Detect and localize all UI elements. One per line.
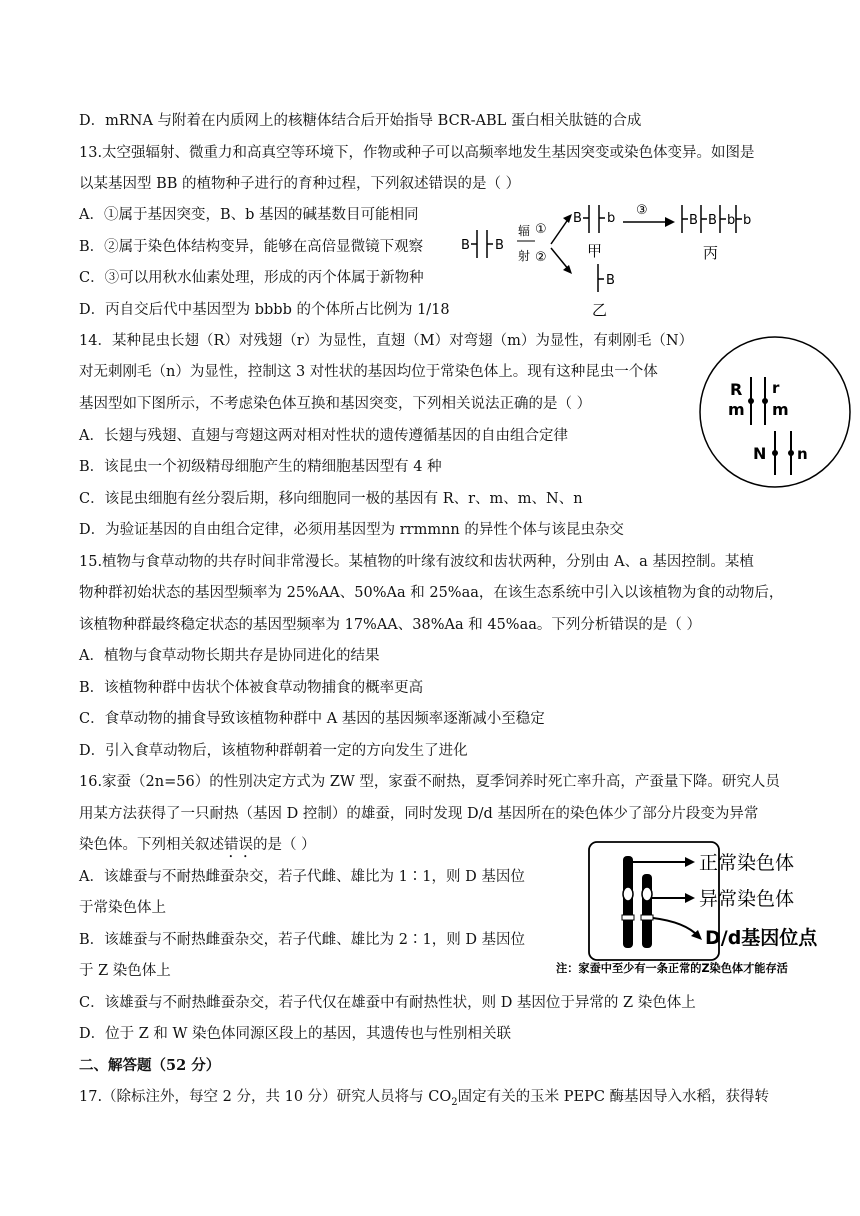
- q16-stem-line3: 染色体。下列相关叙述错误的是（ ）: [79, 837, 316, 853]
- label-gene-locus: D/d基因位点: [705, 927, 818, 949]
- q15-option-c: C．食草动物的捕食导致该植物种群中 A 基因的基因频率逐渐减小至稳定: [79, 711, 545, 727]
- label-normal-chromosome: 正常染色体: [699, 852, 795, 874]
- q15-stem-line2: 物种群初始状态的基因型频率为 25%AA、50%Aa 和 25%aa，在该生态系统中引入以该植物为食的动物后，: [79, 585, 784, 601]
- q14-option-b: B．该昆虫一个初级精母细胞产生的精细胞基因型有 4 种: [79, 459, 442, 475]
- arrow-label-radiation-2: 射: [518, 249, 531, 263]
- q16-option-a-line2: 于常染色体上: [79, 900, 166, 916]
- q15-stem-line3: 该植物种群最终稳定状态的基因型频率为 17%AA、38%Aa 和 45%aa。下列分析错误的是（ ）: [79, 617, 701, 633]
- jia-gene-left: B: [573, 211, 582, 226]
- emphasis-wrong: 错误: [224, 837, 253, 853]
- label-abnormal-chromosome: 异常染色体: [699, 888, 795, 910]
- step3-marker: ③: [636, 203, 648, 218]
- q16-stem-line1: 16.家蚕（2n=56）的性别决定方式为 ZW 型，家蚕不耐热，夏季饲养时死亡率升高，产蚕量下降。研究人员: [79, 774, 780, 790]
- bing-gene-4: b: [743, 213, 752, 228]
- q16-option-b-line2: 于 Z 染色体上: [79, 963, 171, 979]
- yi-label: 乙: [592, 301, 608, 319]
- yi-gene: B: [606, 273, 615, 288]
- q15-stem-line1: 15.植物与食草动物的共存时间非常漫长。某植物的叶缘有波纹和齿状两种，分别由 A、a 基因控制。某植: [79, 554, 754, 570]
- jia-label: 甲: [587, 242, 603, 260]
- q14-stem-line1: 14．某种昆虫长翅（R）对残翅（r）为显性，直翅（M）对弯翅（m）为显性，有刺刚毛（N）: [79, 333, 694, 349]
- q13-option-b: B．②属于染色体结构变异，能够在高倍显微镜下观察: [79, 239, 424, 255]
- bing-label: 丙: [703, 244, 719, 262]
- q16-option-b-line1: B．该雄蚕与不耐热雌蚕杂交，若子代雌、雄比为 2∶1，则 D 基因位: [79, 932, 526, 948]
- q16-chromosome-diagram: [555, 840, 857, 980]
- start-gene-left: B: [461, 238, 470, 253]
- start-gene-right: B: [495, 238, 504, 253]
- gene-m-right: m: [772, 400, 789, 419]
- q16-option-c: C．该雄蚕与不耐热雌蚕杂交，若子代仅在雄蚕中有耐热性状，则 D 基因位于异常的 Z 染色体上: [79, 995, 696, 1011]
- gene-R: R: [730, 380, 743, 399]
- q13-option-a: A．①属于基因突变，B、b 基因的碱基数目可能相同: [79, 207, 419, 223]
- step1-marker: ①: [535, 222, 547, 237]
- gene-n: n: [797, 445, 808, 463]
- q13-option-c: C．③可以用秋水仙素处理，形成的丙个体属于新物种: [79, 270, 424, 286]
- gene-r: r: [772, 379, 780, 397]
- q13-breeding-diagram: [455, 200, 775, 320]
- q15-option-b: B．该植物种群中齿状个体被食草动物捕食的概率更高: [79, 680, 424, 696]
- section-title: 二、解答题（52 分）: [79, 1057, 221, 1074]
- jia-gene-right: b: [607, 211, 616, 226]
- step2-marker: ②: [535, 250, 547, 265]
- gene-N: N: [753, 444, 767, 463]
- q14-stem-line2: 对无刺刚毛（n）为显性，控制这 3 对性状的基因均位于常染色体上。现有这种昆虫一个体: [79, 364, 658, 380]
- q13-stem-line1: 13.太空强辐射、微重力和高真空等环境下，作物或种子可以高频率地发生基因突变或染色体变异。如图是: [79, 145, 755, 161]
- q16-option-d: D．位于 Z 和 W 染色体同源区段上的基因，其遗传也与性别相关联: [79, 1026, 512, 1042]
- q14-stem-line3: 基因型如下图所示，不考虑染色体互换和基因突变，下列相关说法正确的是（ ）: [79, 396, 592, 412]
- q13-stem-line2: 以某基因型 BB 的植物种子进行的育种过程，下列叙述错误的是（ ）: [79, 176, 521, 192]
- q14-option-d: D．为验证基因的自由组合定律，必须用基因型为 rrmmnn 的异性个体与该昆虫杂交: [79, 522, 624, 538]
- bing-gene-3: b: [727, 213, 736, 228]
- bing-gene-1: B: [689, 213, 698, 228]
- q14-option-c: C．该昆虫细胞有丝分裂后期，移向细胞同一极的基因有 R、r、m、m、N、n: [79, 491, 583, 507]
- q17-stem-line1: 17.（除标注外，每空 2 分，共 10 分）研究人员将与 $CO_2$固定有关的玉米 PEPC 酶基因导入水稻，获得转: [79, 1089, 770, 1108]
- q15-option-a: A．植物与食草动物长期共存是协同进化的结果: [79, 648, 380, 664]
- bing-gene-2: B: [708, 213, 717, 228]
- figure-note: 注：家蚕中至少有一条正常的Z染色体才能存活: [556, 962, 788, 975]
- q15-option-d: D．引入食草动物后，该植物种群朝着一定的方向发生了进化: [79, 743, 468, 759]
- q12-option-d: D．mRNA 与附着在内质网上的核糖体结合后开始指导 BCR-ABL 蛋白相关肽链的合成: [79, 113, 642, 129]
- q16-option-a-line1: A．该雄蚕与不耐热雌蚕杂交，若子代雌、雄比为 1∶1，则 D 基因位: [79, 869, 525, 885]
- arrow-label-radiation-1: 辐: [518, 224, 531, 238]
- q14-option-a: A．长翅与残翅、直翅与弯翅这两对相对性状的遗传遵循基因的自由组合定律: [79, 428, 568, 444]
- gene-m-left: m: [728, 400, 745, 419]
- q13-option-d: D．丙自交后代中基因型为 bbbb 的个体所占比例为 1/18: [79, 302, 450, 318]
- q14-cell-diagram: [698, 335, 852, 489]
- q16-stem-line2: 用某方法获得了一只耐热（基因 D 控制）的雄蚕，同时发现 D/d 基因所在的染色体少了部分片段变为异常: [79, 806, 759, 822]
